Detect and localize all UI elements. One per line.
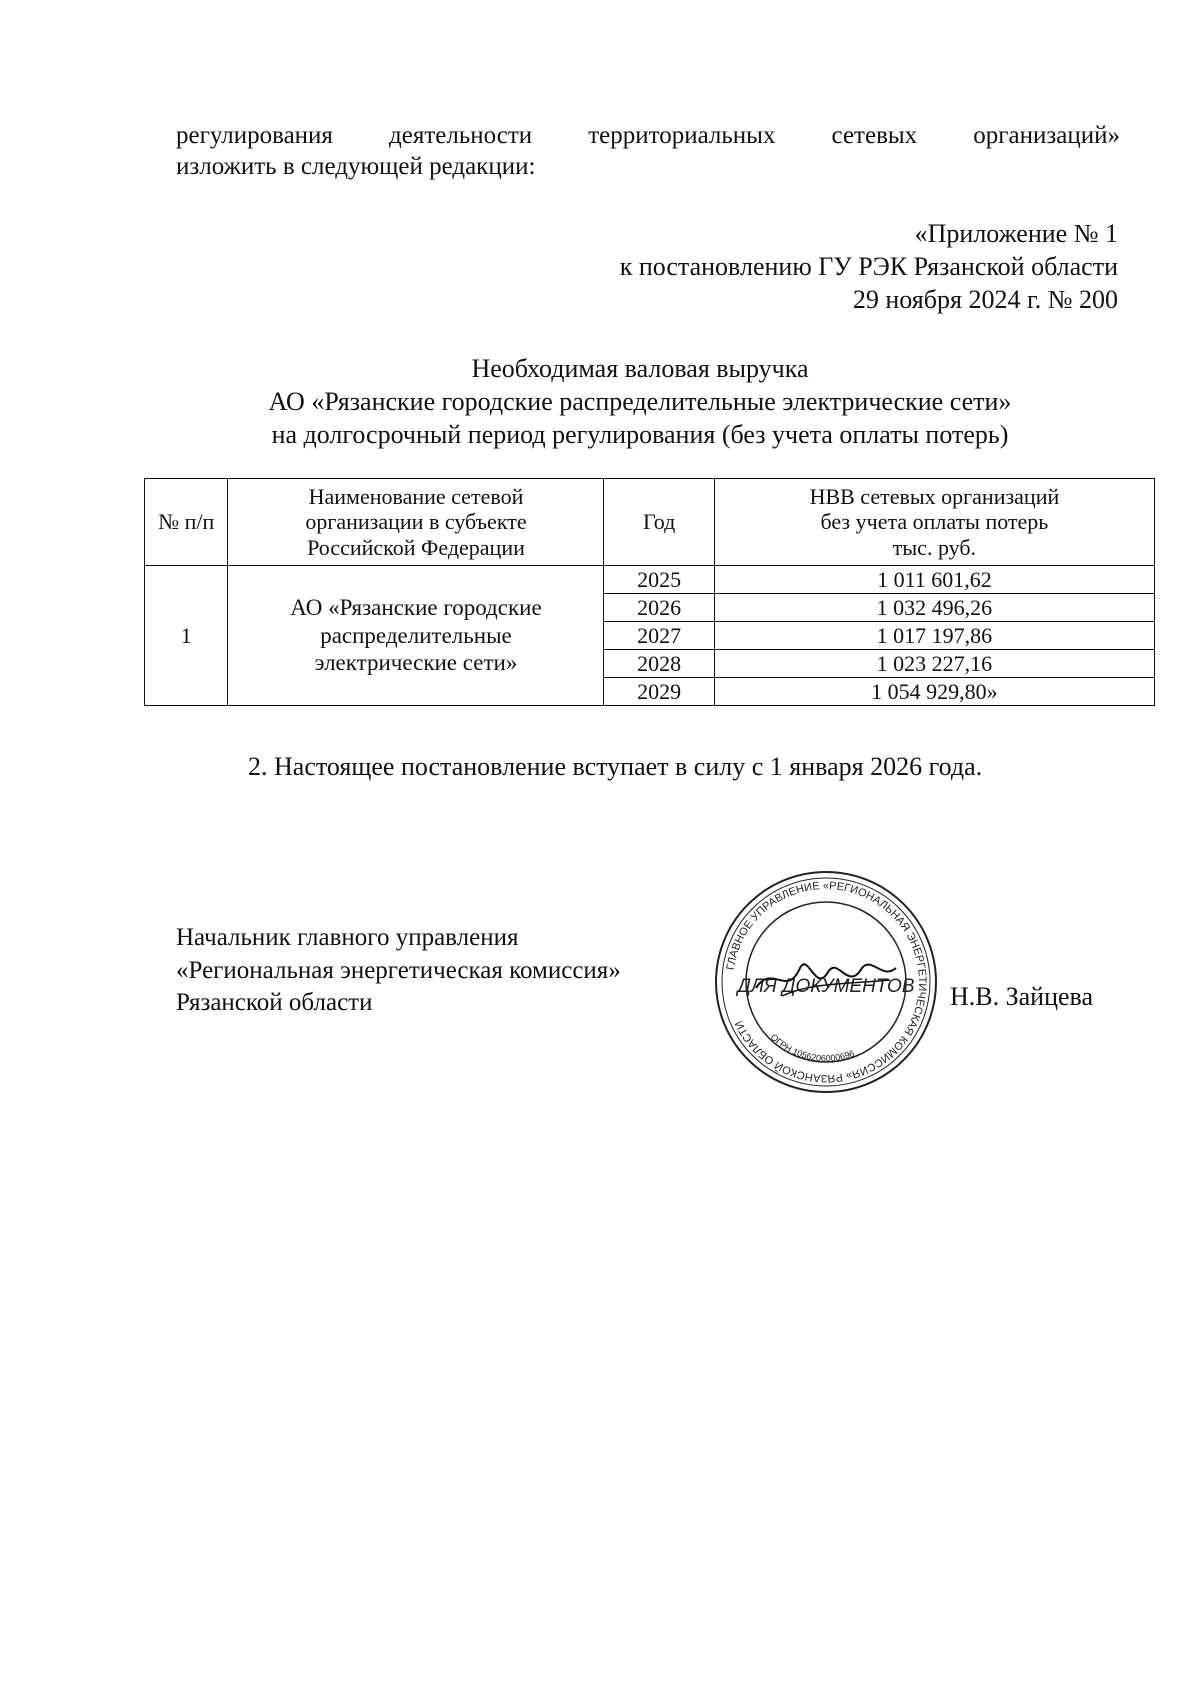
year-cell: 2026	[604, 594, 714, 622]
value-cell: 1 054 929,80»	[714, 678, 1154, 706]
appendix-line-3: 29 ноября 2024 г. № 200	[852, 284, 1118, 314]
stamp-center-text: ДЛЯ ДОКУМЕНТОВ	[737, 976, 915, 997]
year-cell: 2029	[604, 678, 714, 706]
appendix-line-1: «Приложение № 1	[914, 219, 1118, 248]
header-num: № п/п	[145, 479, 228, 566]
official-stamp	[712, 868, 940, 1096]
stamp-ogrn-text: ОГРН 1056206000696	[768, 1031, 856, 1064]
header-nvv-line-3: тыс. руб.	[892, 534, 977, 560]
organization-name	[228, 566, 604, 706]
row-number: 1	[145, 566, 228, 706]
signer-line-3: Рязанской области	[176, 989, 373, 1016]
nvv-table	[144, 478, 1155, 706]
signer-position	[176, 922, 621, 1020]
year-cell: 2028	[604, 650, 714, 678]
value-cell: 1 023 227,16	[714, 650, 1154, 678]
org-line-3: электрические сети»	[314, 650, 518, 676]
appendix-line-2: к постановлению ГУ РЭК Рязанской области	[619, 251, 1118, 281]
signer-line-2: «Региональная энергетическая комиссия»	[176, 956, 621, 984]
year-cell: 2027	[604, 622, 714, 650]
header-org-line-1: Наименование сетевой	[308, 484, 524, 510]
org-line-1: АО «Рязанские городские	[290, 595, 542, 621]
title-line-1: Необходимая валовая выручка	[471, 354, 809, 383]
title-line-2: АО «Рязанские городские распределительные электрические сети»	[268, 386, 1012, 416]
effective-date-clause: 2. Настоящее постановление вступает в силу с 1 января 2026 года.	[248, 752, 983, 781]
appendix-reference	[620, 218, 1118, 316]
signer-name: Н.В. Зайцева	[950, 982, 1094, 1011]
value-cell: 1 017 197,86	[714, 622, 1154, 650]
title-line-3: на долгосрочный период регулирования (без учета оплаты потерь)	[271, 419, 1009, 449]
table-header-row	[145, 479, 1155, 566]
intro-line-2: изложить в следующей редакции:	[176, 153, 536, 181]
document-title	[140, 353, 1140, 451]
header-nvv-line-2: без учета оплаты потерь	[820, 509, 1049, 535]
header-org	[228, 479, 604, 566]
value-cell: 1 032 496,26	[714, 594, 1154, 622]
intro-paragraph	[176, 120, 1120, 183]
org-line-2: распределительные	[320, 622, 512, 648]
header-year: Год	[604, 479, 714, 566]
header-org-line-2: организации в субъекте	[305, 509, 527, 535]
stamp-ring-text: ГЛАВНОЕ УПРАВЛЕНИЕ «РЕГИОНАЛЬНАЯ ЭНЕРГЕТИЧЕСКАЯ КОМИССИЯ» РЯЗАНСКОЙ ОБЛАСТИ	[724, 879, 929, 1085]
table-row	[145, 566, 1155, 594]
header-nvv	[714, 479, 1154, 566]
signer-line-1: Начальник главного управления	[176, 924, 519, 951]
intro-line-1: регулирования деятельности территориальных сетевых организаций»	[176, 122, 1120, 149]
year-cell: 2025	[604, 566, 714, 594]
value-cell: 1 011 601,62	[714, 566, 1154, 594]
header-org-line-3: Российской Федерации	[307, 534, 525, 560]
header-nvv-line-1: НВВ сетевых организаций	[809, 484, 1060, 510]
